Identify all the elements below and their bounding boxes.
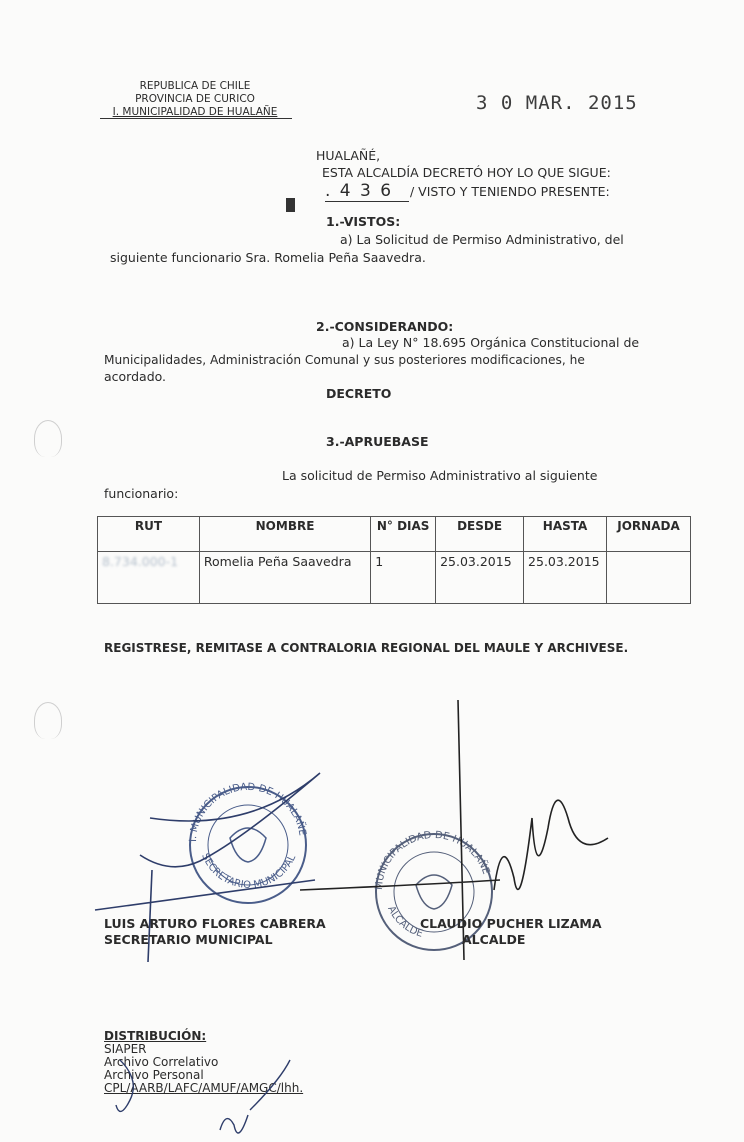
col-header-dias: N° DIAS: [371, 517, 436, 552]
apruebase-line-1: La solicitud de Permiso Administrativo al siguiente: [282, 468, 598, 483]
secretary-name: LUIS ARTURO FLORES CABRERA: [104, 916, 326, 931]
secretary-stamp: [188, 782, 308, 903]
secretary-stamp-bottom-text: SECRETARIO MUNICIPAL: [199, 851, 299, 892]
decreto-heading: DECRETO: [326, 386, 392, 401]
cell-hasta: 25.03.2015: [524, 552, 607, 604]
svg-text:SECRETARIO MUNICIPAL: [199, 852, 298, 891]
col-header-desde: DESDE: [436, 517, 524, 552]
table-row: [98, 552, 691, 604]
registrese-line: REGISTRESE, REMITASE A CONTRALORIA REGIONAL DEL MAULE Y ARCHIVESE.: [104, 641, 629, 655]
distribution-item: Archivo Personal: [104, 1068, 204, 1082]
binder-hole-top: [34, 420, 62, 457]
col-header-rut: RUT: [98, 517, 200, 552]
considerando-line-1: a) La Ley N° 18.695 Orgánica Constitucional de: [342, 335, 640, 350]
hole-punch-mark: [286, 198, 295, 212]
distribution-heading: DISTRIBUCIÓN:: [104, 1029, 207, 1043]
cell-desde: 25.03.2015: [436, 552, 524, 604]
mayor-stamp-top-text: MUNICIPALIDAD DE HUALAÑE: [373, 829, 492, 891]
letterhead-underline: [100, 118, 292, 119]
cell-jornada: [607, 552, 691, 604]
decree-statement: ESTA ALCALDÍA DECRETÓ HOY LO QUE SIGUE:: [322, 165, 611, 180]
initials-scribble: [100, 1050, 330, 1142]
letterhead-province: PROVINCIA DE CURICO: [135, 93, 255, 105]
vistos-heading: 1.-VISTOS:: [326, 214, 401, 229]
distribution-item: SIAPER: [104, 1042, 147, 1056]
letterhead: [100, 80, 290, 119]
apruebase-heading: 3.-APRUEBASE: [326, 434, 429, 449]
secretary-title: SECRETARIO MUNICIPAL: [104, 932, 273, 947]
col-header-hasta: HASTA: [524, 517, 607, 552]
place-label: HUALAÑÉ,: [316, 148, 381, 163]
mayor-name: CLAUDIO PUCHER LIZAMA: [420, 916, 602, 931]
svg-text:ALCALDE: [385, 904, 424, 939]
cell-rut: 8.734.000-1: [98, 552, 200, 604]
col-header-jornada: JORNADA: [607, 517, 691, 552]
date-stamp: 3 0 MAR. 2015: [476, 92, 638, 114]
distribution-item: Archivo Correlativo: [104, 1055, 219, 1069]
considerando-heading: 2.-CONSIDERANDO:: [316, 319, 454, 334]
considerando-line-2: Municipalidades, Administración Comunal y sus posteriores modificaciones, he: [104, 353, 585, 367]
col-header-nombre: NOMBRE: [199, 517, 370, 552]
table-header-row: [98, 517, 691, 552]
letterhead-country: REPUBLICA DE CHILE: [139, 80, 251, 92]
considerando-line-3: acordado.: [104, 369, 167, 384]
secretary-stamp-top-text: I. MUNICIPALIDAD DE HUALAÑE: [187, 781, 308, 843]
vistos-line-1: a) La Solicitud de Permiso Administrativo, del: [340, 232, 624, 247]
mayor-title: ALCALDE: [462, 932, 526, 947]
distribution-initials: CPL/AARB/LAFC/AMUF/AMGC/lhh.: [104, 1081, 304, 1095]
decree-number: . 4 3 6: [325, 181, 409, 202]
permit-table: [97, 516, 691, 604]
visto-label: / VISTO Y TENIENDO PRESENTE:: [410, 184, 610, 199]
vistos-line-2: siguiente funcionario Sra. Romelia Peña Saavedra.: [110, 250, 426, 265]
cell-dias: 1: [371, 552, 436, 604]
letterhead-municipality: I. MUNICIPALIDAD DE HUALAÑE: [112, 106, 278, 118]
cell-nombre: Romelia Peña Saavedra: [199, 552, 370, 604]
apruebase-line-2: funcionario:: [104, 486, 179, 501]
mayor-stamp-bottom-text: ALCALDE: [385, 904, 425, 940]
